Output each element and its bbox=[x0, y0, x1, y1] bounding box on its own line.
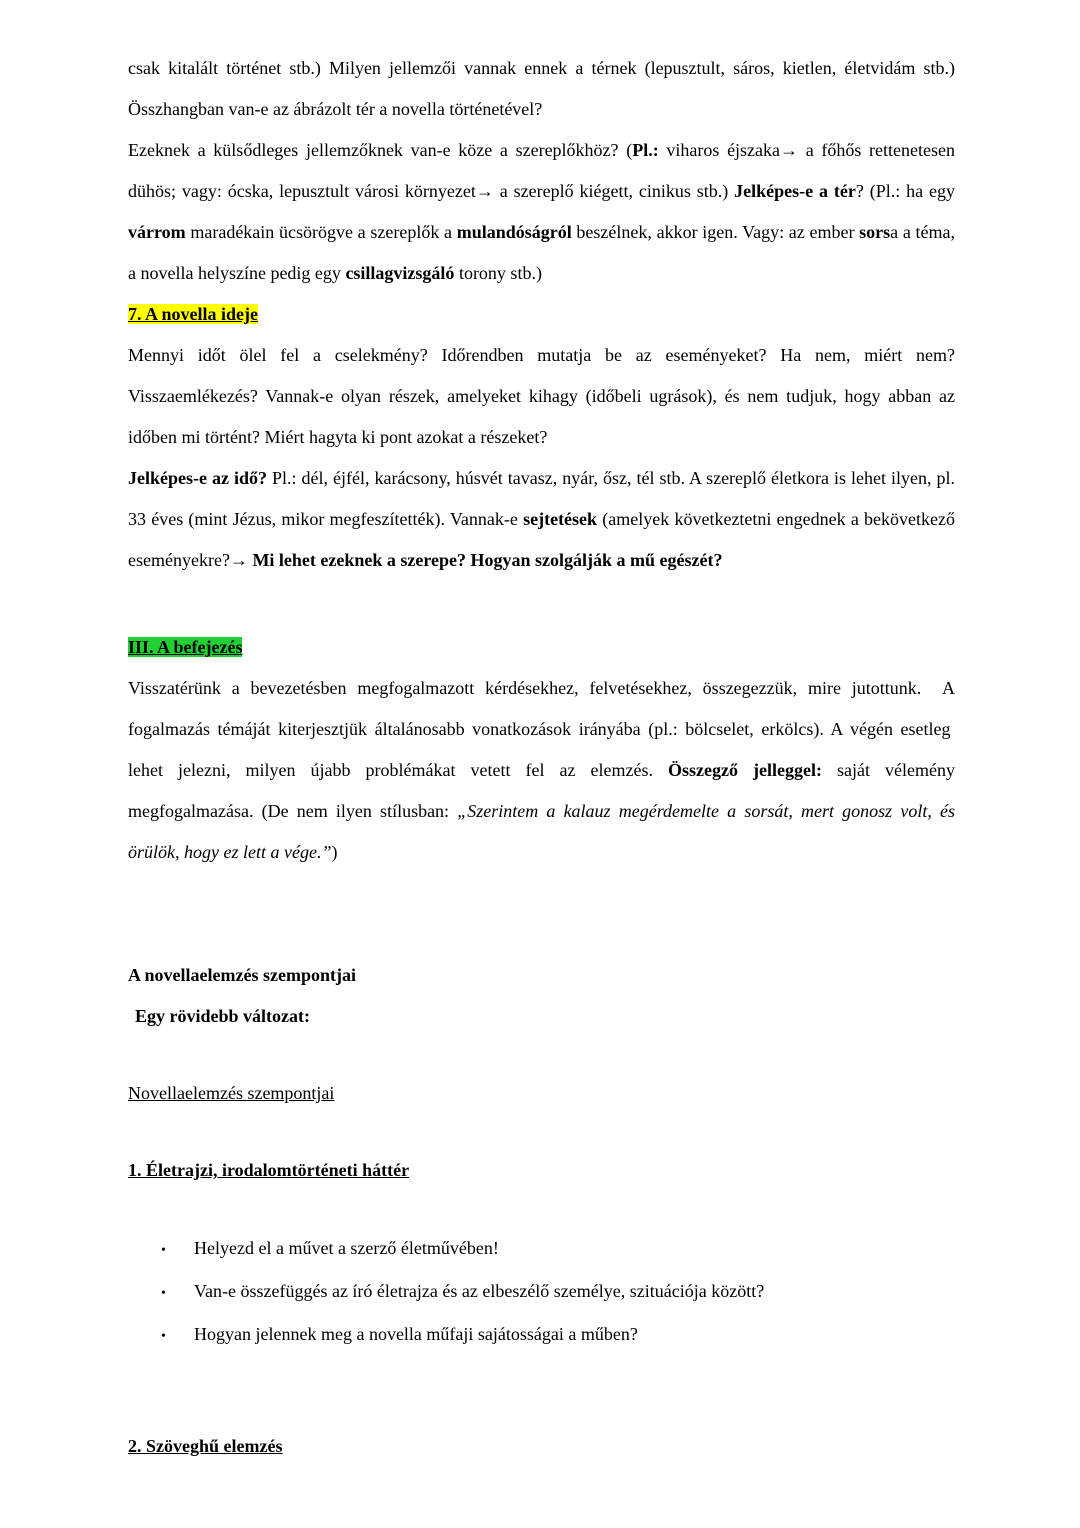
list-item bbox=[128, 1314, 955, 1357]
heading-7-novella-ideje: 7. A novella ideje bbox=[128, 304, 258, 324]
heading-1-eletrajzi-hatter: 1. Életrajzi, irodalomtörténeti háttér bbox=[128, 1160, 410, 1180]
paragraph-time-questions: Mennyi időt ölel fel a cselekmény? Időrendben mutatja be az eseményeket? Ha nem, miért nem? Visszaemlékezés? Vannak-e olyan részek, amelyeket kihagy (időbeli ugrások), és nem tudjuk, hogy abban az időben mi történt? Miért hagyta ki pont azokat a részeket? bbox=[128, 345, 955, 447]
bullet-list bbox=[128, 1228, 955, 1357]
list-item-text: Hogyan jelennek meg a novella műfaji sajátosságai a műben? bbox=[194, 1324, 638, 1344]
subtitle-novellaelemzes-szempontjai: Novellaelemzés szempontjai bbox=[128, 1083, 335, 1103]
list-item-text: Helyezd el a művet a szerző életművében! bbox=[194, 1238, 499, 1258]
bullet-icon: • bbox=[161, 1243, 166, 1258]
title-egy-rovidebb-valtozat: Egy rövidebb változat: bbox=[135, 1006, 310, 1026]
bullet-icon: • bbox=[161, 1286, 166, 1301]
heading-iii-befejezes: III. A befejezés bbox=[128, 637, 243, 657]
heading-2-szoveghu-elemzes: 2. Szöveghű elemzés bbox=[128, 1436, 283, 1456]
paragraph-space-traits: csak kitalált történet stb.) Milyen jellemzői vannak ennek a térnek (lepusztult, sáros, kietlen, életvidám stb.) Összhangban van-e az ábrázolt tér a novella történetével? bbox=[128, 58, 955, 119]
list-item bbox=[128, 1271, 955, 1314]
title-novellaelemzes-szempontjai: A novellaelemzés szempontjai bbox=[128, 965, 356, 985]
bullet-icon: • bbox=[161, 1329, 166, 1344]
list-item-text: Van-e összefüggés az író életrajza és az elbeszélő személye, szituációja között? bbox=[194, 1281, 765, 1301]
paragraph-time-symbolism: Jelképes-e az idő? Pl.: dél, éjfél, karácsony, húsvét tavasz, nyár, ősz, tél stb. A szereplő életkora is lehet ilyen, pl. 33 éves (mint Jézus, mikor megfeszítették). Vannak-e sejtetések (amelyek következtetni engednek a bekövetkező eseményekre?→ Mi lehet ezeknek a szerepe? Hogyan szolgálják a mű egészét? bbox=[128, 468, 956, 570]
paragraph-conclusion: Visszatérünk a bevezetésben megfogalmazott kérdésekhez, felvetésekhez, összegezzük, mire jutottunk. A fogalmazás témáját kiterjesztjük általánosabb vonatkozások irányába (pl.: bölcselet, erkölcs). A végén esetleg lehet jelezni, milyen újabb problémákat vetett fel az elemzés. Összegző jelleggel: saját vélemény megfogalmazása. (De nem ilyen stílusban: „Szerintem a kalauz megérdemelte a sorsát, mert gonosz volt, és örülök, hogy ez lett a vége.”) bbox=[128, 678, 956, 862]
paragraph-space-symbolism: Ezeknek a külsődleges jellemzőknek van-e köze a szereplőkhöz? (Pl.: viharos éjszaka→ a főhős rettenetesen dühös; vagy: ócska, lepusztult városi környezet→ a szereplő kiégett, cinikus stb.) Jelképes-e a tér? (Pl.: ha egy várrom maradékain ücsörögve a szereplők a mulandóságról beszélnek, akkor igen. Vagy: az ember sorsa a téma, a novella helyszíne pedig egy csillagvizsgáló torony stb.) bbox=[128, 140, 956, 283]
list-item bbox=[128, 1228, 955, 1271]
